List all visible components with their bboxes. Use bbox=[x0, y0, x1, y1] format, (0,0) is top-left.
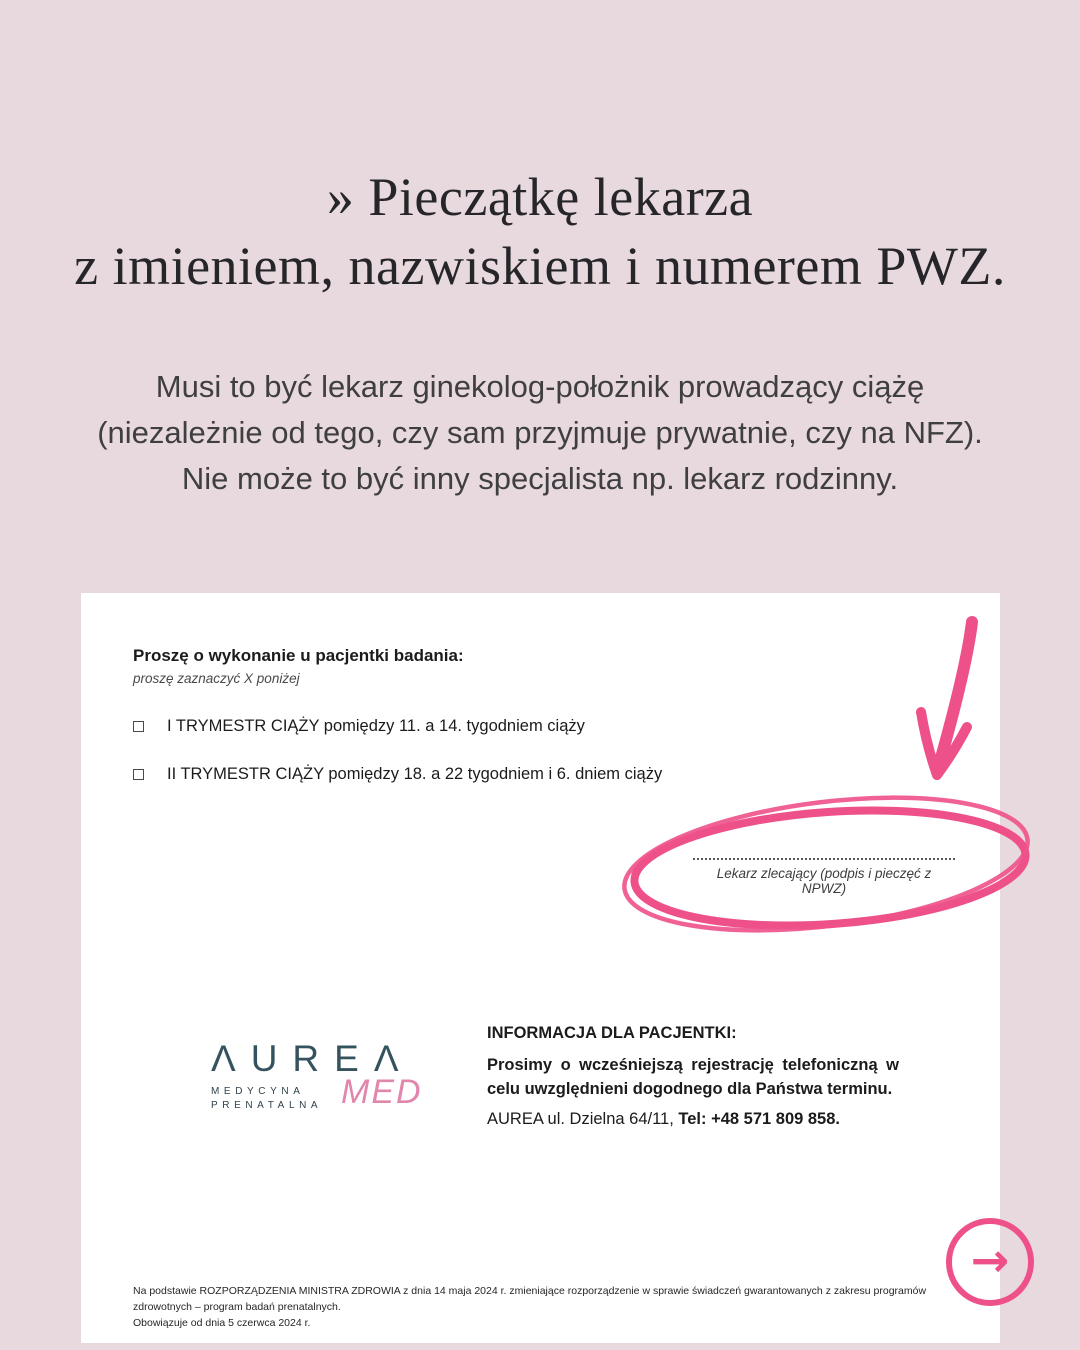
next-button[interactable] bbox=[946, 1218, 1034, 1306]
intro-line2: (niezależnie od tego, czy sam przyjmuje prywatnie, czy na NFZ). bbox=[97, 415, 983, 450]
request-title: Proszę o wykonanie u pacjentki badania: bbox=[133, 646, 464, 665]
checkbox-icon bbox=[133, 769, 144, 780]
trimester2-option bbox=[133, 764, 952, 785]
trimester1-option bbox=[133, 716, 952, 737]
intro-text bbox=[0, 364, 1080, 502]
hand-drawn-arrow-icon bbox=[900, 608, 1000, 788]
page-title-line2: z imieniem, nazwiskiem i numerem PWZ. bbox=[74, 236, 1006, 296]
option-label: I TRYMESTR CIĄŻY pomiędzy 11. a 14. tygodniem ciąży bbox=[167, 717, 585, 735]
arrow-right-icon: → bbox=[970, 1233, 1010, 1287]
logo-med-text: MED bbox=[341, 1073, 423, 1111]
intro-line1: Musi to być lekarz ginekolog-położnik prowadzący ciążę bbox=[155, 369, 925, 404]
logo-subtitle-line2: PRENATALNA bbox=[211, 1100, 323, 1111]
footnote-line2: Obowiązuje od dnia 5 czerwca 2024 r. bbox=[133, 1317, 311, 1329]
logo-subtitle-line1: MEDYCYNA bbox=[211, 1086, 305, 1097]
page-title-line1: » Pieczątkę lekarza bbox=[326, 167, 754, 227]
phone-number: Tel: +48 571 809 858. bbox=[678, 1110, 840, 1128]
logo-subtitle bbox=[211, 1085, 461, 1113]
request-hint: proszę zaznaczyć X poniżej bbox=[133, 671, 300, 686]
hand-drawn-ellipse-icon bbox=[615, 790, 1055, 950]
request-section bbox=[133, 645, 952, 785]
option-label: II TRYMESTR CIĄŻY pomiędzy 18. a 22 tygodniem i 6. dniem ciąży bbox=[167, 765, 663, 783]
intro-line3: Nie może to być inny specjalista np. lekarz rodzinny. bbox=[181, 461, 899, 496]
signature-caption: Lekarz zlecający (podpis i pieczęć z NPWZ) bbox=[716, 866, 932, 896]
clinic-address bbox=[487, 1108, 899, 1130]
footnote-line1: Na podstawie ROZPORZĄDZENIA MINISTRA ZDROWIA z dnia 14 maja 2024 r. zmieniające rozporządzenie w sprawie świadczeń gwarantowanych z zakresu programów zdrowotnych – program badań prenatalnych. bbox=[133, 1285, 927, 1313]
document-footnote bbox=[133, 1283, 962, 1331]
checkbox-icon bbox=[133, 721, 144, 732]
page-title bbox=[0, 163, 1080, 301]
referral-document bbox=[81, 593, 1000, 1343]
patient-info-body: Prosimy o wcześniejszą rejestrację telefoniczną w celu uwzględnieni dogodnego dla Państwa terminu. bbox=[487, 1056, 899, 1098]
logo-wordmark: ΛUREΛ bbox=[211, 1038, 414, 1079]
address-text: AUREA ul. Dzielna 64/11, bbox=[487, 1110, 679, 1128]
aurea-logo bbox=[211, 1040, 461, 1113]
patient-info-title: INFORMACJA DLA PACJENTKI: bbox=[487, 1024, 737, 1042]
patient-info-section bbox=[487, 1023, 899, 1130]
